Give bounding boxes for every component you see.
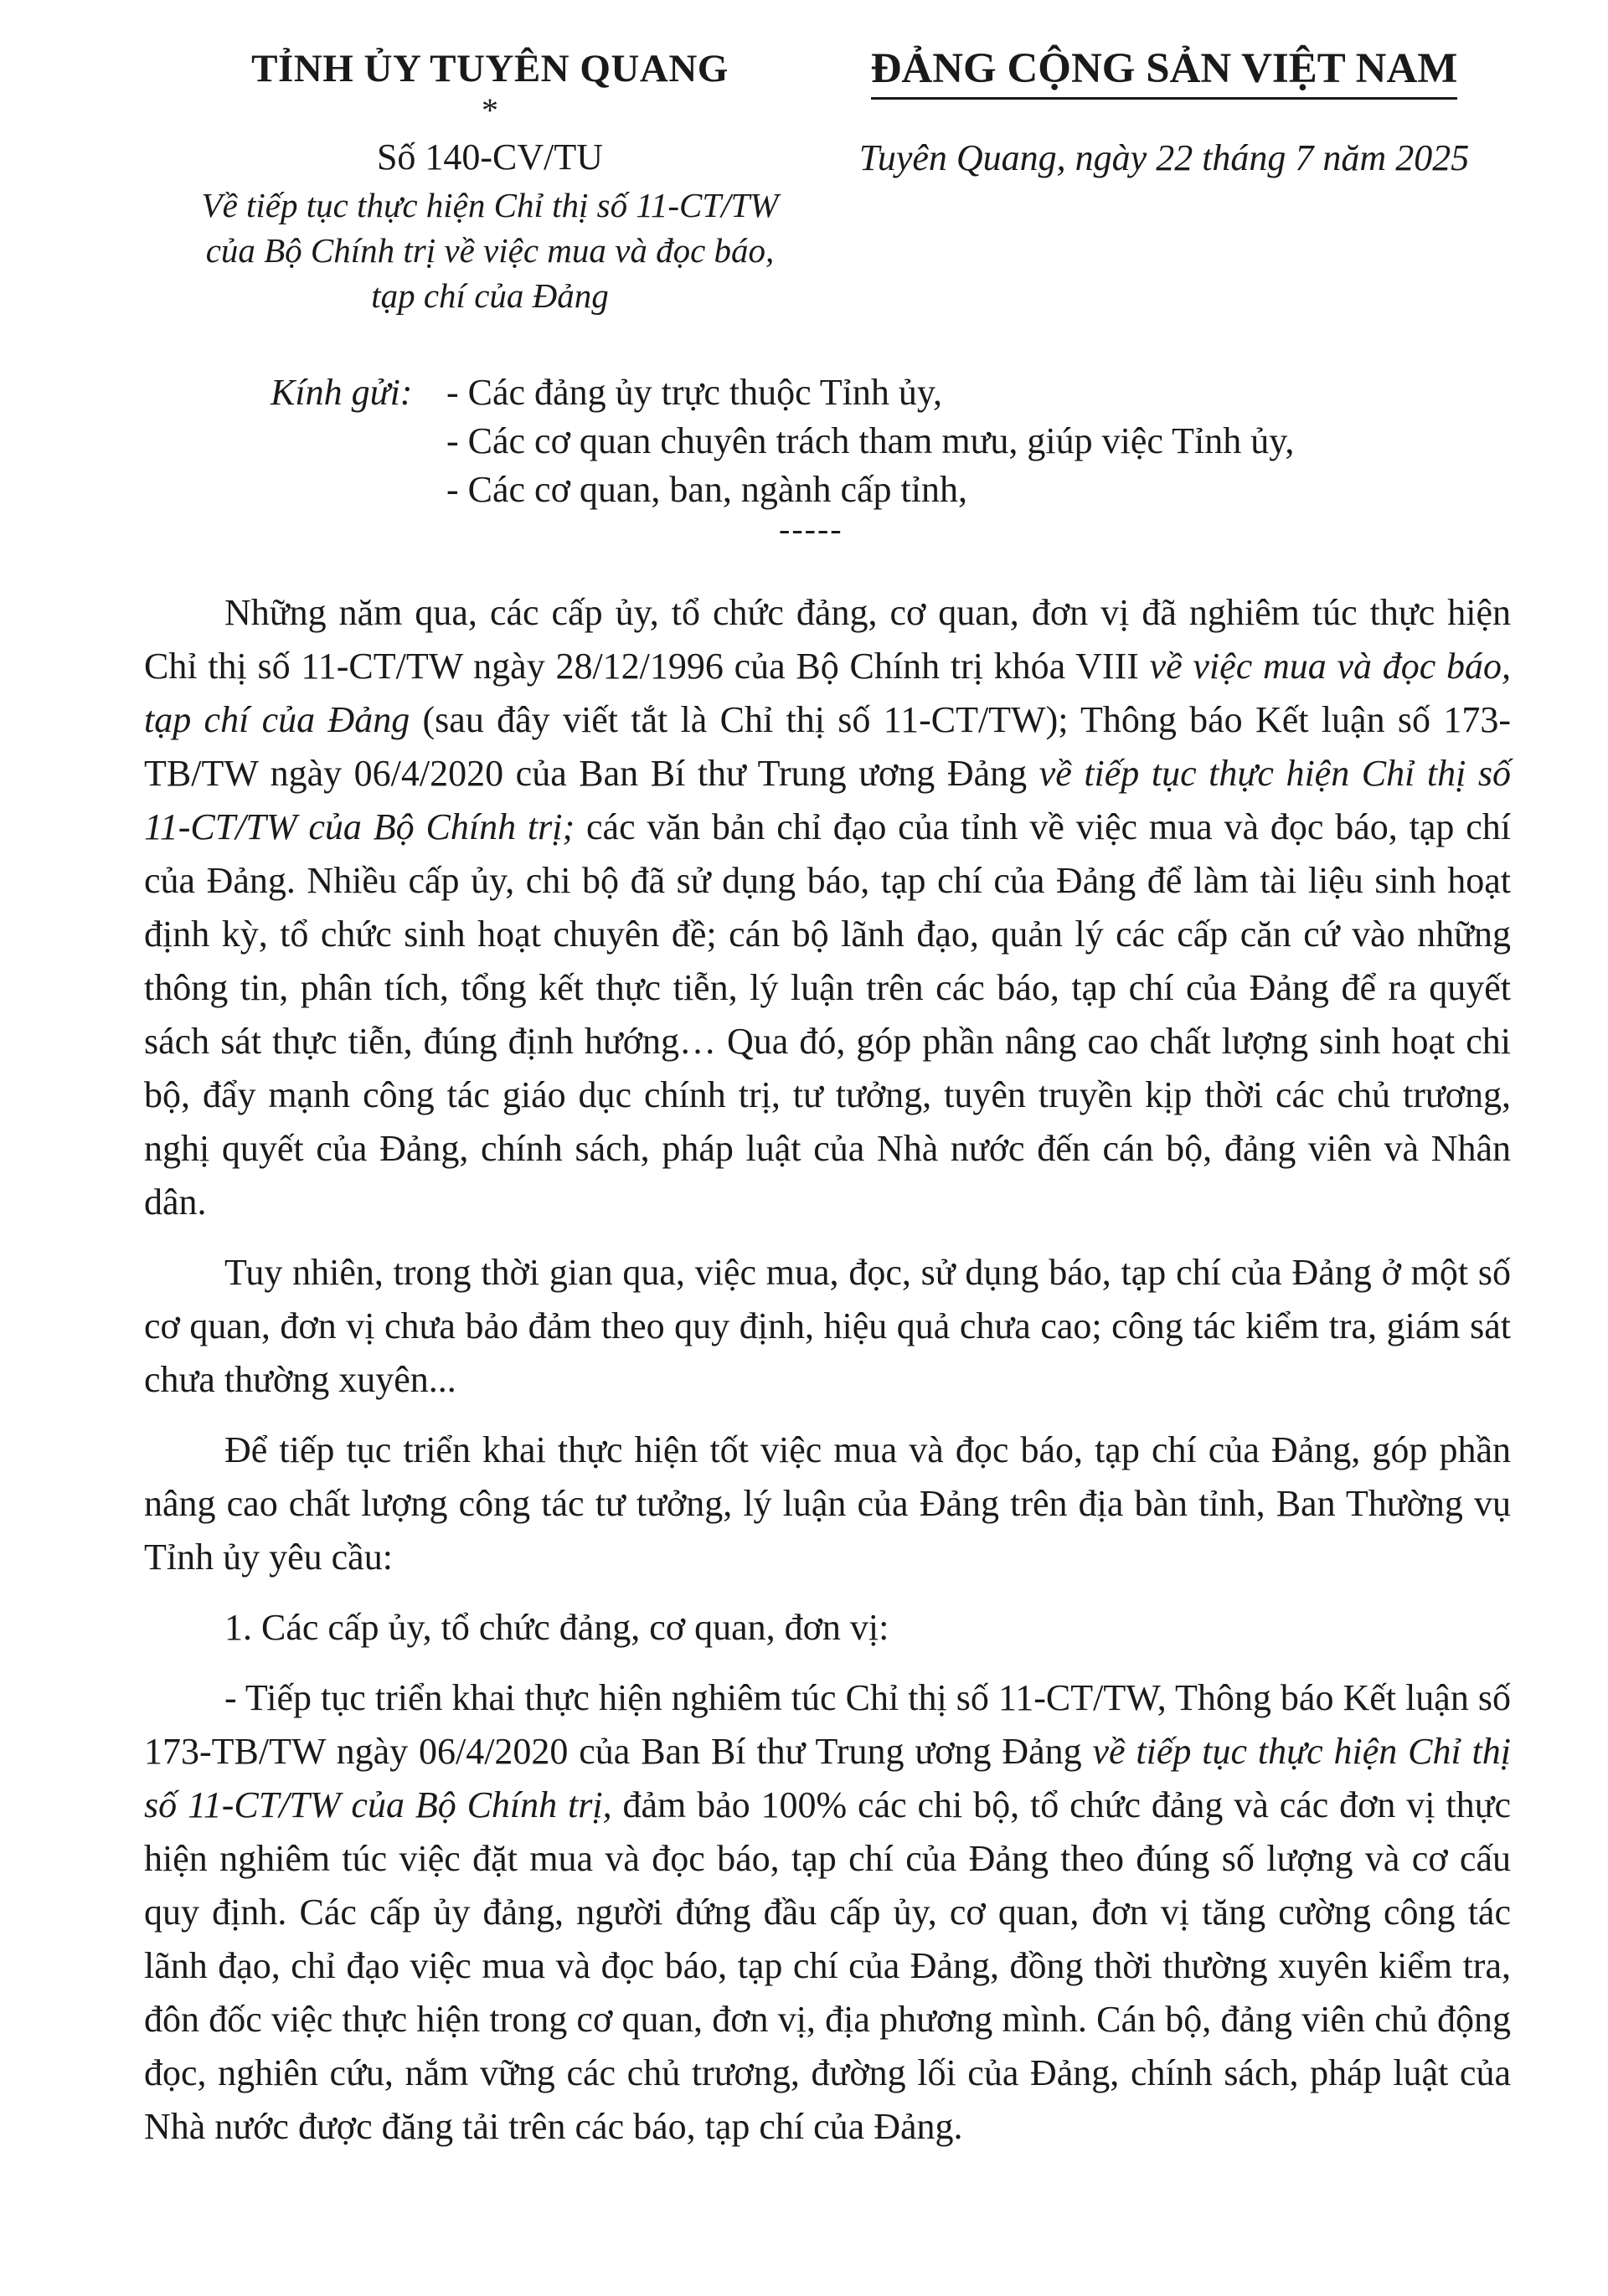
recipient-item: - Các cơ quan, ban, ngành cấp tỉnh,: [446, 469, 967, 510]
star-separator: *: [482, 91, 498, 129]
recipient-item: - Các đảng ủy trực thuộc Tỉnh ủy,: [446, 372, 943, 413]
document-excerpt-line: Về tiếp tục thực hiện Chỉ thị số 11-CT/TW: [201, 186, 779, 224]
issuing-organization: TỈNH ỦY TUYÊN QUANG: [251, 47, 729, 90]
body-italic-text: về việc mua và đọc báo, tạp chí của Đảng: [144, 646, 1512, 740]
body-text: các văn bản chỉ đạo của tỉnh về việc mua và đọc báo, tạp chí của Đảng. Nhiều cấp ủy, chi bộ đã sử dụng báo, tạp chí của Đảng để làm tài liệu sinh hoạt định kỳ, tổ chức sinh hoạt chuyên đề; cán bộ lãnh đạo, quản lý các cấp căn cứ vào những thông tin, phân tích, tổng kết thực tiễn, lý luận trên các báo, tạp chí của Đảng để ra quyết sách sát thực tiễn, đúng định hướng… Qua đó, góp phần nâng cao chất lượng sinh hoạt chi bộ, đẩy mạnh công tác giáo dục chính trị, tư tưởng, tuyên truyền kịp thời các chủ trương, nghị quyết của Đảng, chính sách, pháp luật của Nhà nước đến cán bộ, đảng viên và Nhân dân.: [144, 806, 1511, 1223]
body-paragraph: [144, 1671, 1511, 2154]
document-number: Số 140-CV/TU: [376, 136, 604, 178]
issuer-block: [168, 44, 812, 318]
section-heading: 1. Các cấp ủy, tổ chức đảng, cơ quan, đơn vị:: [224, 1607, 889, 1648]
party-block: [812, 44, 1516, 183]
recipients-label: Kính gửi:: [271, 372, 413, 413]
recipients-block: [271, 368, 1294, 514]
date-line: Tuyên Quang, ngày 22 tháng 7 năm 2025: [858, 137, 1470, 178]
body-italic-text: về tiếp tục thực hiện Chỉ thị số 11-CT/TW của Bộ Chính trị;: [144, 753, 1511, 847]
body-italic-text: về tiếp tục thực hiện Chỉ thị số 11-CT/TW của Bộ Chính trị,: [144, 1731, 1511, 1825]
dash-separator: -----: [779, 510, 843, 548]
body-text: Những năm qua, các cấp ủy, tổ chức đảng, cơ quan, đơn vị đã nghiêm túc thực hiện Chỉ thị số 11-CT/TW ngày 28/12/1996 của Bộ Chính trị khóa VIII: [144, 592, 1511, 687]
body-text: đảm bảo 100% các chi bộ, tổ chức đảng và các đơn vị thực hiện nghiêm túc việc đặt mua và đọc báo, tạp chí của Đảng theo đúng số lượng và cơ cấu quy định. Các cấp ủy đảng, người đứng đầu cấp ủy, cơ quan, đơn vị tăng cường công tác lãnh đạo, chỉ đạo việc mua và đọc báo, tạp chí của Đảng, đồng thời thường xuyên kiểm tra, đôn đốc việc thực hiện trong cơ quan, đơn vị, địa phương mình. Cán bộ, đảng viên chủ động đọc, nghiên cứu, nắm vững các chủ trương, đường lối của Đảng, chính sách, pháp luật của Nhà nước được đăng tải trên các báo, tạp chí của Đảng.: [144, 1784, 1511, 2147]
document-excerpt-line: tạp chí của Đảng: [371, 276, 609, 315]
document-excerpt-line: của Bộ Chính trị về việc mua và đọc báo,: [205, 231, 775, 270]
body-paragraph: Để tiếp tục triển khai thực hiện tốt việc mua và đọc báo, tạp chí của Đảng, góp phần nâng cao chất lượng công tác tư tưởng, lý luận của Đảng trên địa bàn tỉnh, Ban Thường vụ Tỉnh ủy yêu cầu:: [144, 1429, 1511, 1578]
recipient-item: - Các cơ quan chuyên trách tham mưu, giúp việc Tỉnh ủy,: [446, 420, 1295, 461]
body-text: - Tiếp tục triển khai thực hiện nghiêm túc Chỉ thị số 11-CT/TW, Thông báo Kết luận số 173-TB/TW ngày 06/4/2020 của Ban Bí thư Trung ương Đảng: [144, 1677, 1511, 1772]
party-name: ĐẢNG CỘNG SẢN VIỆT NAM: [871, 44, 1458, 100]
body-paragraph: [144, 586, 1511, 1229]
recipient-row: [271, 368, 1294, 417]
document-body: [144, 586, 1511, 2170]
body-text: (sau đây viết tắt là Chỉ thị số 11-CT/TW); Thông báo Kết luận số 173-TB/TW ngày 06/4/2020 của Ban Bí thư Trung ương Đảng: [144, 699, 1511, 794]
body-paragraph: Tuy nhiên, trong thời gian qua, việc mua, đọc, sử dụng báo, tạp chí của Đảng ở một số cơ quan, đơn vị chưa bảo đảm theo quy định, hiệu quả chưa cao; công tác kiểm tra, giám sát chưa thường xuyên...: [144, 1252, 1511, 1400]
